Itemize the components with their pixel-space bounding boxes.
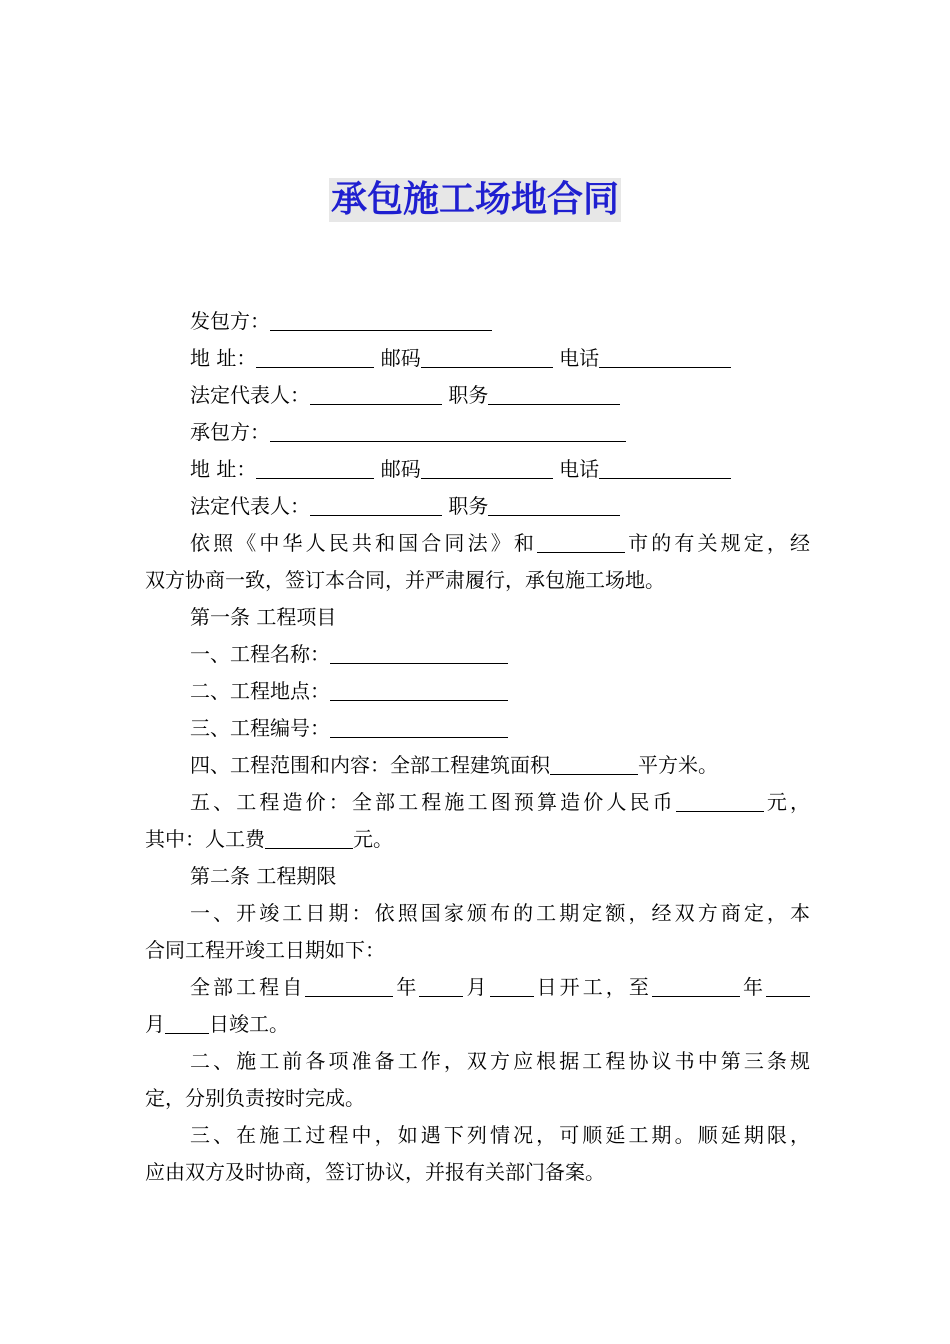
dates-line bbox=[145, 969, 810, 1006]
project-location-blank bbox=[330, 676, 508, 701]
dates-line-2 bbox=[145, 1006, 810, 1043]
month-label: 月 bbox=[463, 975, 490, 999]
extension-line-1: 三、在施工过程中，如遇下列情况，可顺延工期。顺延期限， bbox=[190, 1123, 810, 1147]
area-unit: 平方米。 bbox=[638, 753, 718, 777]
project-number-label: 三、工程编号： bbox=[190, 716, 330, 740]
project-cost-line bbox=[145, 784, 810, 821]
end-year-blank bbox=[652, 972, 740, 997]
start-year-blank bbox=[305, 972, 393, 997]
labor-cost-unit: 元。 bbox=[353, 827, 393, 851]
area-blank bbox=[550, 750, 638, 775]
labor-cost-line bbox=[145, 821, 810, 858]
party-b-rep-line bbox=[145, 488, 810, 525]
schedule-line-2: 合同工程开竣工日期如下： bbox=[145, 938, 385, 962]
contract-body bbox=[145, 303, 810, 1191]
preamble-line-1 bbox=[145, 525, 810, 562]
phone-label: 电话 bbox=[559, 457, 600, 481]
labor-cost-label: 其中：人工费 bbox=[145, 827, 265, 851]
address-label: 地 址： bbox=[190, 457, 257, 481]
address-blank bbox=[256, 343, 374, 368]
year-label: 年 bbox=[393, 975, 420, 999]
party-a-line bbox=[145, 303, 810, 340]
rep-blank bbox=[310, 491, 442, 516]
start-month-blank bbox=[419, 972, 463, 997]
phone-blank bbox=[599, 343, 731, 368]
project-location-line bbox=[145, 673, 810, 710]
cost-blank bbox=[676, 787, 764, 812]
position-blank bbox=[488, 491, 620, 516]
project-number-line bbox=[145, 710, 810, 747]
postcode-blank bbox=[421, 454, 553, 479]
end-month-blank bbox=[766, 972, 810, 997]
project-name-line bbox=[145, 636, 810, 673]
project-number-blank bbox=[330, 713, 508, 738]
extension-line-2: 应由双方及时协商，签订协议，并报有关部门备案。 bbox=[145, 1160, 605, 1184]
article-1-heading: 第一条 工程项目 bbox=[190, 605, 337, 629]
start-day-blank bbox=[490, 972, 534, 997]
party-b-address-line bbox=[145, 451, 810, 488]
position-blank bbox=[488, 380, 620, 405]
month-label: 月 bbox=[145, 1012, 165, 1036]
party-a-address-line bbox=[145, 340, 810, 377]
article-2-heading: 第二条 工程期限 bbox=[190, 864, 337, 888]
party-b-label: 承包方： bbox=[190, 420, 270, 444]
preamble-line-2: 双方协商一致，签订本合同，并严肃履行，承包施工场地。 bbox=[145, 568, 665, 592]
position-label: 职务 bbox=[448, 494, 489, 518]
preamble-text: 依照《中华人民共和国合同法》和 bbox=[190, 531, 537, 555]
document-title: 承包施工场地合同 bbox=[330, 179, 619, 220]
rep-label: 法定代表人： bbox=[190, 383, 310, 407]
address-blank bbox=[256, 454, 374, 479]
project-location-label: 二、工程地点： bbox=[190, 679, 330, 703]
rep-blank bbox=[310, 380, 442, 405]
end-label: 日竣工。 bbox=[209, 1012, 289, 1036]
party-b-line bbox=[145, 414, 810, 451]
cost-unit: 元， bbox=[763, 790, 811, 814]
postcode-label: 邮码 bbox=[380, 457, 421, 481]
title-wrap bbox=[0, 178, 950, 222]
start-label: 日开工，至 bbox=[533, 975, 652, 999]
party-a-rep-line bbox=[145, 377, 810, 414]
phone-blank bbox=[599, 454, 731, 479]
end-day-blank bbox=[165, 1009, 209, 1034]
year-label: 年 bbox=[739, 975, 767, 999]
party-a-label: 发包方： bbox=[190, 309, 270, 333]
position-label: 职务 bbox=[448, 383, 489, 407]
dates-label: 全部工程自 bbox=[190, 975, 306, 999]
rep-label: 法定代表人： bbox=[190, 494, 310, 518]
schedule-line-1: 一、开竣工日期：依照国家颁布的工期定额，经双方商定，本 bbox=[190, 901, 810, 925]
labor-cost-blank bbox=[265, 824, 353, 849]
phone-label: 电话 bbox=[559, 346, 600, 370]
party-b-blank bbox=[270, 417, 626, 442]
preamble-text: 市的有关规定，经 bbox=[624, 531, 811, 555]
project-scope-label: 四、工程范围和内容：全部工程建筑面积 bbox=[190, 753, 550, 777]
project-scope-line bbox=[145, 747, 810, 784]
prep-line-1: 二、施工前各项准备工作，双方应根据工程协议书中第三条规 bbox=[190, 1049, 810, 1073]
project-name-blank bbox=[330, 639, 508, 664]
project-cost-label: 五、工程造价：全部工程施工图预算造价人民币 bbox=[190, 790, 676, 814]
address-label: 地 址： bbox=[190, 346, 257, 370]
prep-line-2: 定，分别负责按时完成。 bbox=[145, 1086, 365, 1110]
postcode-label: 邮码 bbox=[380, 346, 421, 370]
party-a-blank bbox=[270, 306, 492, 331]
postcode-blank bbox=[421, 343, 553, 368]
project-name-label: 一、工程名称： bbox=[190, 642, 330, 666]
city-blank bbox=[537, 528, 625, 553]
